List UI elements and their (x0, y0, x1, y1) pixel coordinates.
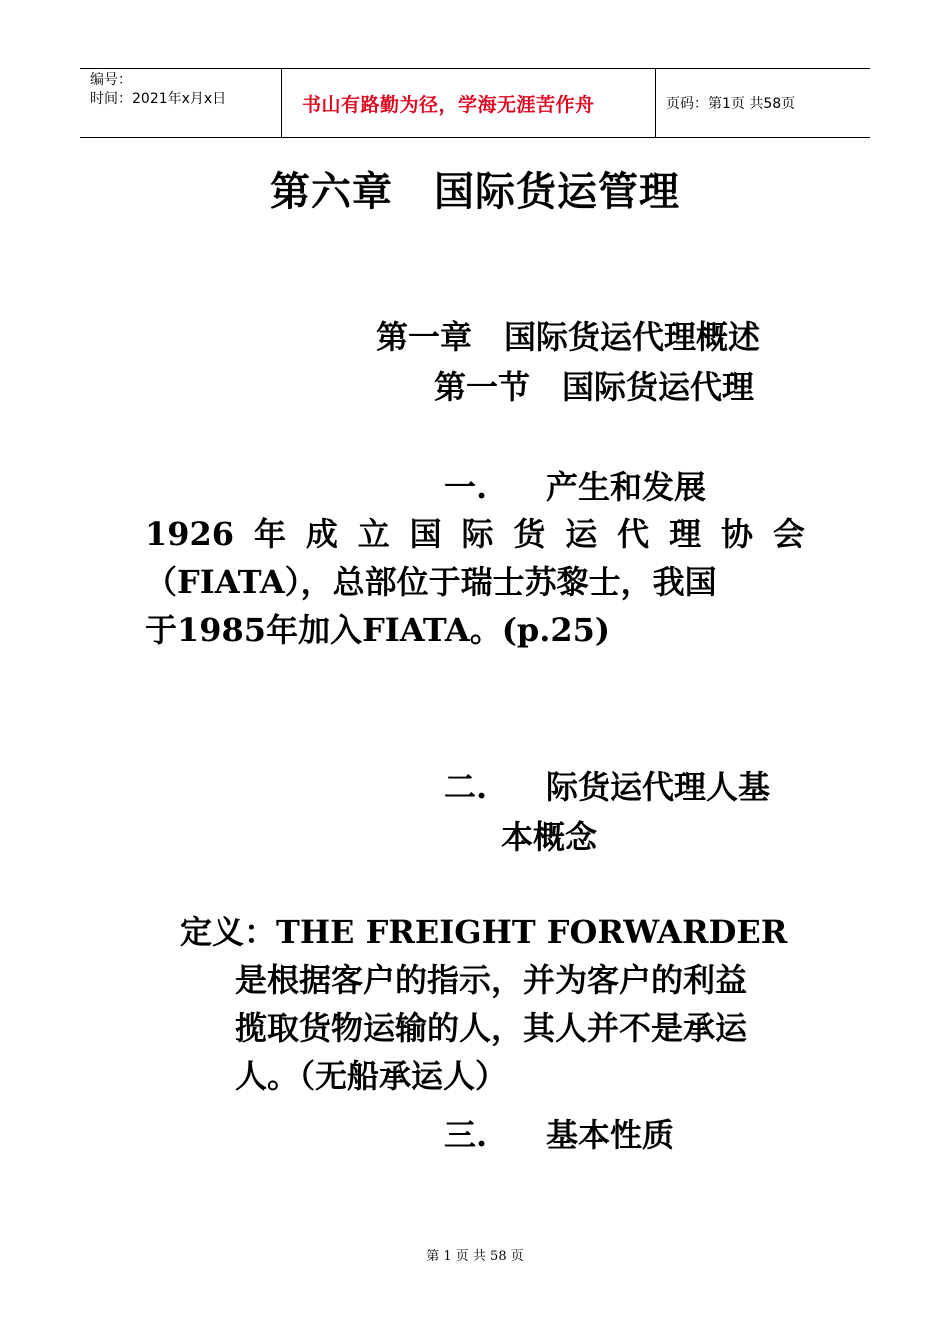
paragraph-1 (145, 510, 805, 654)
time-label: 时间：2021年x月x日 (90, 91, 227, 107)
p1-char: 际 (461, 515, 494, 553)
p1-char: 会 (772, 515, 805, 553)
definition-line-1: 定义：THE FREIGHT FORWARDER (180, 913, 788, 951)
definition-line-3: 揽取货物运输的人，其人并不是承运 (235, 1009, 748, 1047)
page-footer: 第 1 页 共 58 页 (426, 1249, 524, 1264)
subheading-2-text-line-1: 际货运代理人基 (546, 768, 771, 806)
definition-line-2: 是根据客户的指示，并为客户的利益 (235, 961, 748, 999)
header-meta (80, 69, 282, 137)
p1-char: 成 (305, 515, 338, 553)
subheading-2-text-line-2: 本概念 (501, 818, 598, 856)
paragraph-1-line-1 (145, 510, 805, 558)
p1-char: 代 (617, 515, 650, 553)
subheading-1-text: 产生和发展 (546, 468, 707, 506)
p1-char: 国 (409, 515, 442, 553)
p1-char: 协 (720, 515, 753, 553)
subheading-3-number: 三. (444, 1116, 488, 1154)
paragraph-1-line-2: （FIATA），总部位于瑞士苏黎士，我国 (145, 563, 717, 601)
subheading-1-number: 一. (444, 468, 488, 506)
page-title: 第六章 国际货运管理 (270, 168, 680, 215)
chapter-heading: 第一章 国际货运代理概述 (376, 318, 761, 356)
p1-char: 运 (565, 515, 598, 553)
p1-char: 立 (357, 515, 390, 553)
p1-char: 1926 (145, 515, 235, 553)
subheading-3-text: 基本性质 (546, 1116, 675, 1154)
p1-char: 年 (253, 515, 286, 553)
page-header (80, 68, 870, 138)
header-motto: 书山有路勤为径，学海无涯苦作舟 (282, 69, 656, 137)
p1-char: 理 (669, 515, 702, 553)
paragraph-1-line-3: 于1985年加入FIATA。(p.25) (145, 611, 611, 649)
p1-char: 货 (513, 515, 546, 553)
definition-body (235, 956, 747, 1100)
number-label: 编号： (90, 72, 132, 88)
definition-line-4: 人。（无船承运人） (235, 1057, 508, 1095)
header-page-info: 页码：第1页 共58页 (666, 96, 796, 112)
subheading-2-number: 二. (444, 768, 488, 806)
section-heading: 第一节 国际货运代理 (434, 368, 755, 406)
